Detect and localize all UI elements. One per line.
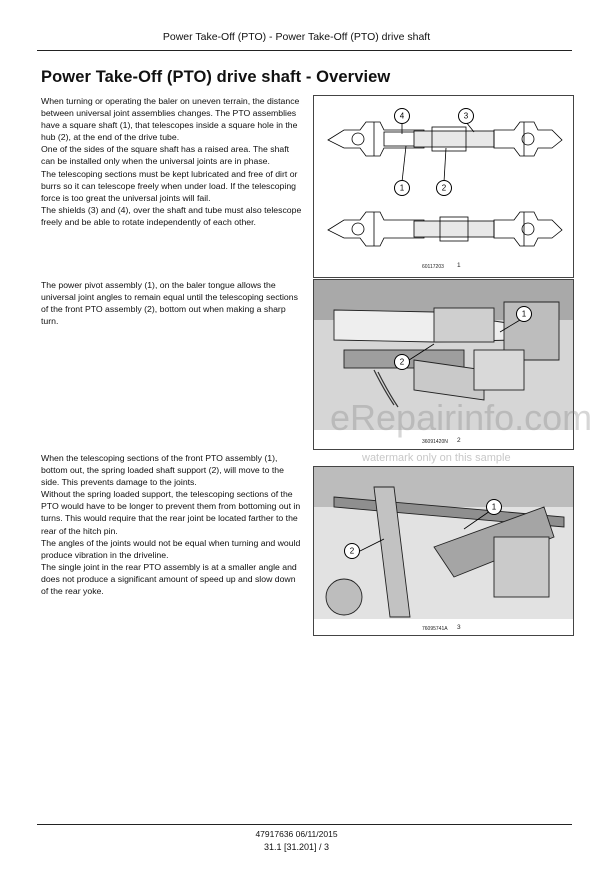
footer-page-ref: 31.1 [31.201] / 3 <box>263 842 330 852</box>
footer-doc-code: 47917636 06/11/2015 <box>255 829 338 839</box>
figure-1-id: 60117203 <box>422 264 444 270</box>
figure-1-number: 1 <box>457 262 461 269</box>
watermark-subtext: watermark only on this sample <box>362 452 511 464</box>
paragraph: The power pivot assembly (1), on the baler tongue allows the universal joint angles to remain equal until the telescoping sections of the front PTO assembly (2), bottom out when making a sharp turn. <box>41 280 298 327</box>
callout-1-label: 1 <box>491 502 497 512</box>
figure-1-frame <box>313 95 574 278</box>
paragraph: When turning or operating the baler on uneven terrain, the distance between universal joint assemblies changes. The PTO assemblies have a square shaft (1), that telescopes inside a square hole in the hub (2), at the end of the drive tube. <box>41 96 300 143</box>
paragraph: Without the spring loaded support, the telescoping sections of the PTO would have to be longer to prevent them from bottoming out in turns. This would require that the rear joint be located farther to the rear of the hitch pin. <box>41 489 301 536</box>
callout-2-label: 2 <box>399 357 405 367</box>
paragraph: The telescoping sections must be kept lubricated and free of dirt or burrs so it can telescope freely when under load. If the telescoping force is too great the universal joints will fail. <box>41 168 298 203</box>
figure-3-id: 76095741A <box>422 626 448 632</box>
figure-2-number: 2 <box>457 437 461 444</box>
figure-3-shaft-support-photo <box>314 467 573 635</box>
paragraph: The single joint in the rear PTO assembly is at a smaller angle and does not produce a significant amount of speed up and slow down of the rear yoke. <box>41 561 297 597</box>
section-1-text <box>41 95 303 228</box>
paragraph: One of the sides of the square shaft has a raised area. The shaft can be installed only when the universal joints are in phase. <box>41 144 290 167</box>
header-rule <box>37 50 572 51</box>
section-3-text <box>41 452 303 597</box>
figure-3-number: 3 <box>457 624 461 631</box>
callout-2-label: 2 <box>441 183 447 193</box>
figure-3-frame <box>313 466 574 636</box>
page-title: Power Take-Off (PTO) drive shaft - Overview <box>41 68 391 86</box>
paragraph: The shields (3) and (4), over the shaft and tube must also telescope freely and be able to rotate independently of each other. <box>41 204 302 227</box>
footer-rule <box>37 824 572 825</box>
callout-4-label: 4 <box>399 111 405 121</box>
callout-2-label: 2 <box>349 546 355 556</box>
paragraph: The angles of the joints would not be equal when turning and would produce vibration in the driveline. <box>41 537 301 560</box>
callout-1-label: 1 <box>521 309 527 319</box>
figure-1-pto-shaft-illustration <box>314 96 573 277</box>
callout-1-label: 1 <box>399 183 405 193</box>
callout-3-label: 3 <box>463 111 469 121</box>
section-2-text <box>41 279 303 327</box>
paragraph: When the telescoping sections of the front PTO assembly (1), bottom out, the spring loaded shaft support (2), will move to the side. This prevents damage to the joints. <box>41 453 284 488</box>
watermark: eRepairinfo.com <box>330 397 593 438</box>
running-header: Power Take-Off (PTO) - Power Take-Off (PTO) drive shaft <box>162 31 431 43</box>
figure-2-id: 36091420N <box>422 439 448 445</box>
